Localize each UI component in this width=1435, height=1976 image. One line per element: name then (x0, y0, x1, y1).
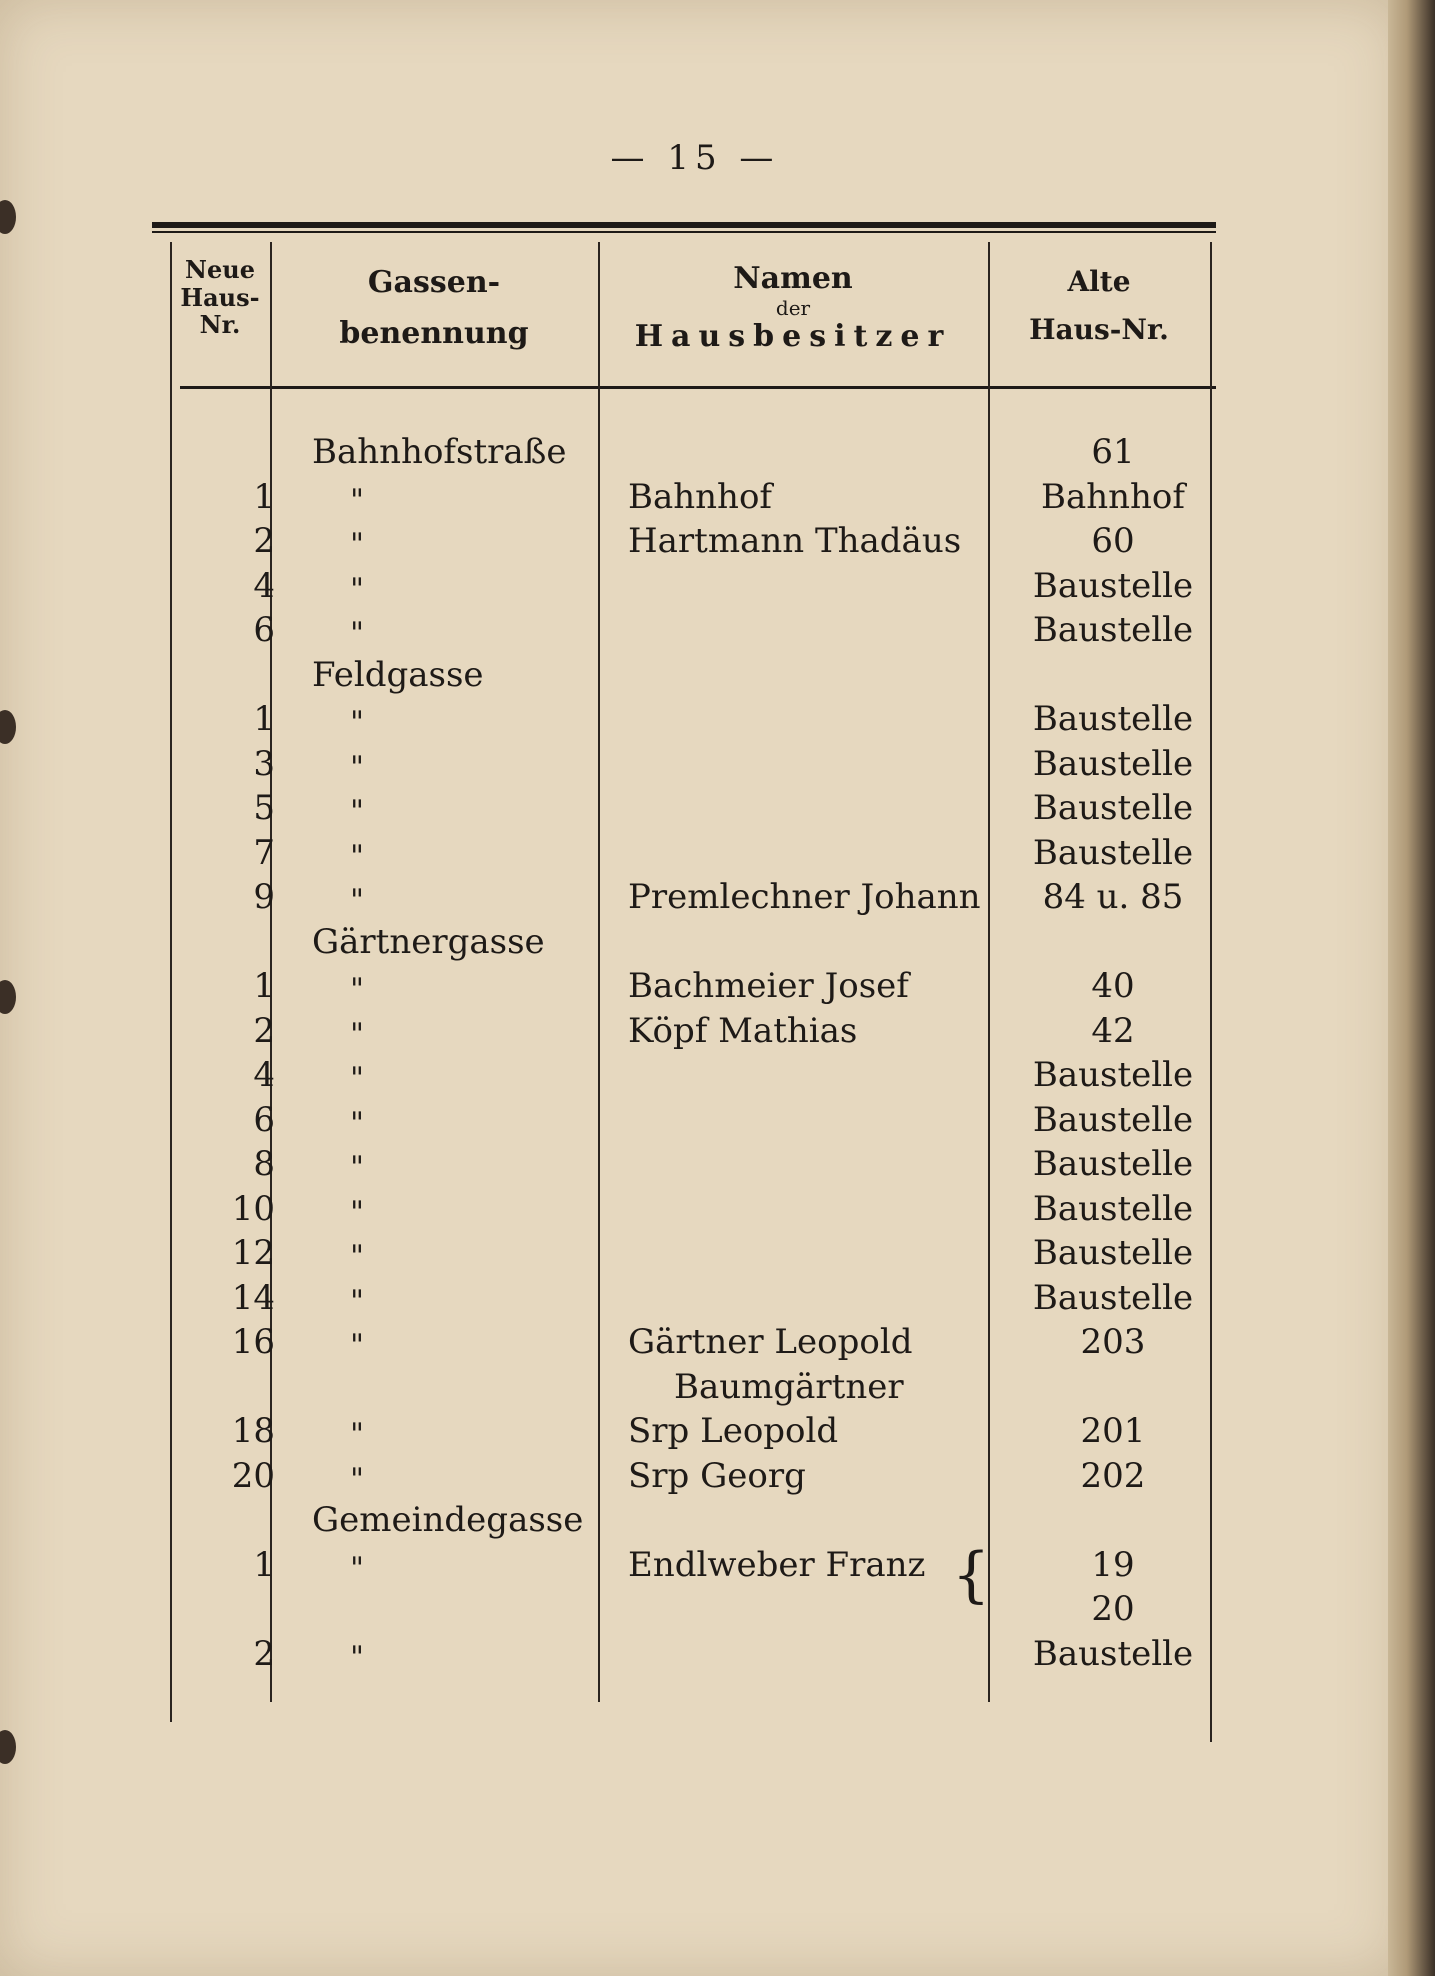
old-house-nr: 60 (1091, 521, 1135, 561)
new-house-nr: 2 (253, 1633, 275, 1674)
new-house-nr: 18 (231, 1411, 275, 1451)
new-house-nr: 6 (253, 610, 275, 650)
table-row (152, 699, 1216, 744)
new-house-nr: 1 (253, 476, 275, 517)
binding-hole (0, 200, 16, 234)
header-new-house-nr (172, 256, 268, 339)
page-number: — 15 — (610, 138, 780, 178)
old-house-nr: Baustelle (1032, 1633, 1194, 1674)
ditto-mark: " (350, 482, 364, 518)
ditto-mark: " (350, 705, 364, 740)
old-house-nr: Baustelle (1032, 610, 1194, 650)
header-line: Haus-Nr. (1029, 313, 1169, 347)
table-row (152, 1144, 1216, 1189)
new-house-nr: 1 (253, 1544, 275, 1585)
old-house-nr: 202 (1080, 1455, 1146, 1496)
ditto-mark: " (350, 1194, 364, 1230)
ditto-mark: " (350, 1417, 364, 1452)
old-house-nr: Baustelle (1032, 743, 1194, 784)
new-house-nr: 1 (253, 966, 275, 1006)
old-house-nr: 19 (1091, 1544, 1135, 1585)
old-house-nr: Baustelle (1032, 788, 1194, 828)
table-header-rule (180, 386, 1216, 389)
ditto-mark: " (350, 1328, 364, 1363)
ditto-mark: " (350, 1105, 364, 1141)
old-house-nr: Baustelle (1032, 1099, 1194, 1140)
ditto-mark: " (350, 616, 364, 651)
street-name: Bahnhofstraße (312, 432, 567, 472)
table-row (152, 1278, 1216, 1323)
table-row (152, 922, 1216, 967)
new-house-nr: 14 (231, 1277, 275, 1318)
table-row (152, 1500, 1216, 1545)
old-house-nr: Baustelle (1032, 1144, 1194, 1184)
new-house-nr: 20 (231, 1455, 275, 1496)
header-line: Hausbesitzer (634, 318, 952, 354)
header-line: Neue (185, 255, 255, 284)
table-row (152, 788, 1216, 833)
ditto-mark: " (350, 571, 364, 607)
ditto-mark: " (350, 527, 364, 562)
binding-hole (0, 980, 16, 1014)
table-row (152, 833, 1216, 878)
new-house-nr: 7 (253, 832, 275, 873)
table-row (152, 1456, 1216, 1501)
new-house-nr: 2 (253, 521, 275, 561)
old-house-nr: Baustelle (1032, 565, 1194, 606)
table-row (152, 1233, 1216, 1278)
table-row (152, 877, 1216, 922)
ditto-mark: " (350, 972, 364, 1007)
house-register-table (152, 218, 1216, 1728)
header-line: benennung (339, 315, 529, 351)
ditto-mark: " (350, 883, 364, 918)
old-house-nr: Baustelle (1032, 1188, 1194, 1229)
table-body (152, 432, 1216, 1678)
owner-name: Premlechner Johann (628, 877, 981, 917)
new-house-nr: 5 (253, 788, 275, 828)
old-house-nr: 40 (1091, 966, 1135, 1006)
book-page-edge (1388, 0, 1435, 1976)
old-house-nr: Baustelle (1032, 1277, 1194, 1318)
ditto-mark: " (350, 1150, 364, 1185)
header-owner-names (600, 262, 986, 354)
table-top-rule (152, 222, 1216, 228)
old-house-nr: Baustelle (1032, 832, 1194, 873)
ditto-mark: " (350, 1639, 364, 1675)
ditto-mark: " (350, 794, 364, 829)
header-line: Nr. (199, 310, 241, 340)
owner-name: Srp Georg (628, 1455, 806, 1496)
old-house-nr: Baustelle (1032, 1055, 1194, 1095)
header-street-name (272, 266, 596, 351)
header-line: Namen (733, 261, 853, 296)
owner-name: Köpf Mathias (628, 1010, 858, 1051)
binding-hole (0, 1730, 16, 1764)
owner-name: Endlweber Franz (628, 1544, 926, 1585)
street-name: Gärtnergasse (312, 921, 545, 962)
table-row (152, 655, 1216, 700)
table-row (152, 477, 1216, 522)
street-name: Feldgasse (312, 654, 484, 695)
old-house-nr: 201 (1080, 1411, 1146, 1451)
ditto-mark: " (350, 1550, 364, 1586)
ditto-mark: " (350, 749, 364, 785)
owner-name: Baumgärtner (674, 1366, 904, 1407)
table-row (152, 744, 1216, 789)
owner-name: Hartmann Thadäus (628, 521, 962, 561)
new-house-nr: 10 (231, 1188, 275, 1229)
table-row (152, 1100, 1216, 1145)
new-house-nr: 4 (253, 565, 275, 606)
street-name: Gemeindegasse (312, 1500, 584, 1540)
table-row (152, 1634, 1216, 1679)
header-line: Haus- (180, 282, 260, 312)
ditto-mark: " (350, 1461, 364, 1497)
old-house-nr: 203 (1080, 1322, 1146, 1362)
old-house-nr: 42 (1091, 1010, 1135, 1051)
table-row (152, 1367, 1216, 1412)
old-house-nr: 20 (1091, 1589, 1135, 1629)
new-house-nr: 2 (253, 1010, 275, 1051)
old-house-nr: 61 (1091, 432, 1135, 472)
table-row (152, 1589, 1216, 1634)
table-row (152, 1411, 1216, 1456)
table-row (152, 1322, 1216, 1367)
old-house-nr: Baustelle (1032, 699, 1194, 739)
old-house-nr: Bahnhof (1040, 476, 1185, 517)
table-row (152, 566, 1216, 611)
old-house-nr: Baustelle (1032, 1233, 1194, 1273)
header-old-house-nr (990, 266, 1208, 346)
ditto-mark: " (350, 1283, 364, 1319)
header-line: der (775, 295, 811, 320)
table-row (152, 1055, 1216, 1100)
new-house-nr: 1 (253, 699, 275, 739)
owner-name: Bahnhof (628, 476, 773, 517)
table-row (152, 1189, 1216, 1234)
owner-name: Gärtner Leopold (628, 1322, 913, 1362)
new-house-nr: 6 (253, 1099, 275, 1140)
table-row (152, 966, 1216, 1011)
table-top-rule-thin (152, 231, 1216, 233)
ditto-mark: " (350, 1061, 364, 1096)
new-house-nr: 12 (231, 1233, 275, 1273)
table-row (152, 1011, 1216, 1056)
new-house-nr: 4 (253, 1055, 275, 1095)
ditto-mark: " (350, 1016, 364, 1052)
brace-mark: { (952, 1539, 991, 1610)
owner-name: Srp Leopold (628, 1411, 839, 1451)
binding-hole (0, 710, 16, 744)
header-line: Alte (1067, 265, 1131, 298)
new-house-nr: 9 (253, 877, 275, 917)
new-house-nr: 16 (231, 1322, 275, 1362)
owner-name: Bachmeier Josef (628, 966, 909, 1006)
old-house-nr: 84 u. 85 (1042, 877, 1184, 917)
table-row (152, 521, 1216, 566)
table-row (152, 610, 1216, 655)
new-house-nr: 8 (253, 1144, 275, 1184)
ditto-mark: " (350, 838, 364, 874)
table-row (152, 432, 1216, 477)
ditto-mark: " (350, 1239, 364, 1274)
new-house-nr: 3 (253, 743, 275, 784)
header-line: Gassen- (367, 265, 501, 300)
